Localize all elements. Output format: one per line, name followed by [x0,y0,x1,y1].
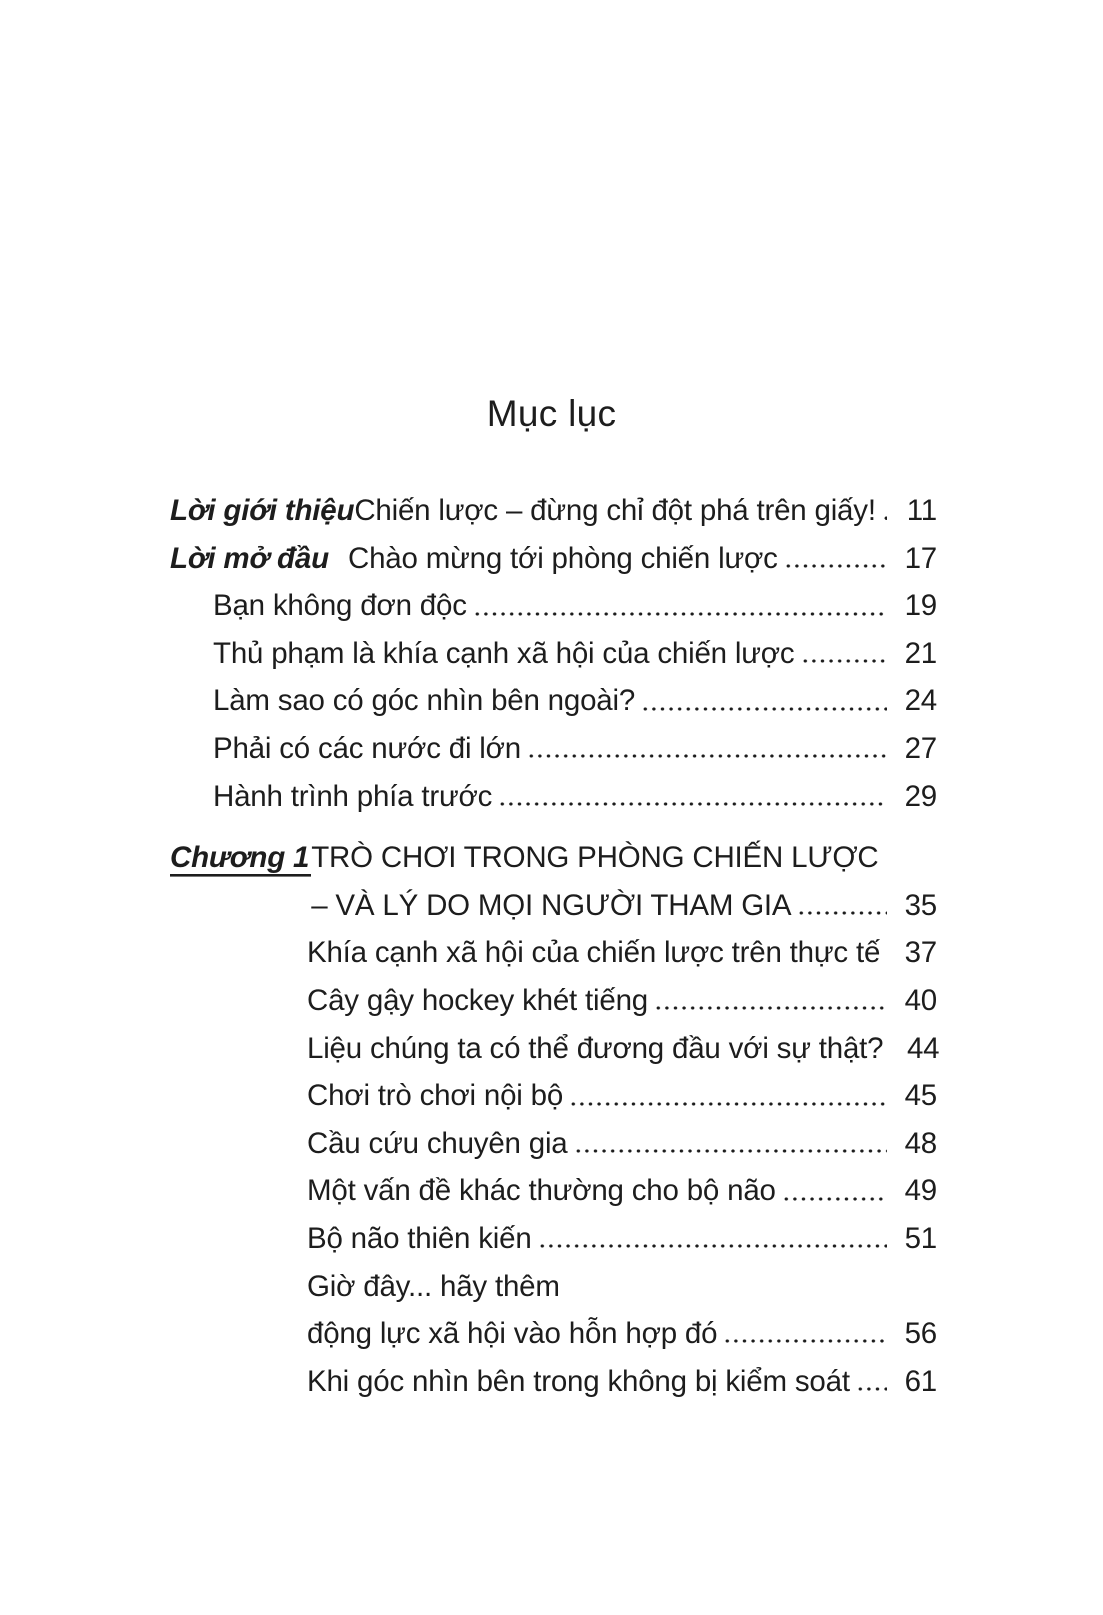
toc-entry-page: 51 [904,1221,937,1255]
toc-entry-page: 11 [906,494,937,527]
leader-dots [801,630,888,678]
toc-entry-page: 29 [904,779,937,813]
toc-entry-page: 56 [904,1317,937,1351]
toc-list [170,487,940,1405]
toc-entry-line [354,487,937,535]
toc-entry [170,834,937,929]
toc-entry-line [213,725,937,773]
toc-entry-label: Chương 1 [170,834,311,882]
toc-entry-text: Chơi trò chơi nội bộ [307,1079,564,1113]
toc-entry-body [348,535,937,583]
toc-entry-text: Thủ phạm là khía cạnh xã hội của chiến lược [213,636,795,670]
toc-entry-line [348,535,937,583]
toc-entry-line [213,582,937,630]
leader-dots [569,1072,887,1120]
leader-dots [498,773,887,821]
toc-entry-line [307,1263,937,1311]
toc-entry-body [307,1120,937,1168]
toc-entry-body [307,1072,937,1120]
leader-dots [723,1310,887,1358]
toc-entry-body [213,582,937,630]
toc-entry-body [311,834,937,929]
toc-entry-page: 61 [904,1364,937,1398]
toc-entry-text: Cầu cứu chuyên gia [307,1126,568,1160]
leader-dots [882,487,887,535]
toc-entry-body [213,630,937,678]
toc-entry-text: Liệu chúng ta có thể đương đầu với sự thật? [307,1031,884,1065]
toc-entry-line [307,1072,937,1120]
toc-entry [170,977,937,1025]
toc-entry-text: Bạn không đơn độc [213,589,467,623]
toc-entry [170,1072,937,1120]
toc-entry-page: 40 [904,983,937,1017]
toc-entry-body [213,677,937,725]
toc-entry-page: 19 [904,589,937,623]
leader-dots [473,582,887,630]
leader-dots [641,677,887,725]
leader-dots [782,1167,887,1215]
toc-entry-line [307,1025,940,1073]
toc-entry-text: động lực xã hội vào hỗn hợp đó [307,1317,718,1351]
page-title: Mục lục [486,393,617,434]
toc-entry-line [311,834,937,882]
toc-entry [170,1025,940,1073]
toc-entry-line [307,1358,937,1406]
toc-entry-text: Giờ đây... hãy thêm [307,1269,560,1303]
toc-entry-page: 27 [904,731,937,765]
toc-entry [170,725,937,773]
toc-entry-body [307,1263,937,1358]
toc-entry-text: Cây gậy hockey khét tiếng [307,983,649,1017]
toc-entry-body [307,1358,937,1406]
leader-dots [784,535,887,583]
leader-dots [527,725,887,773]
leader-dots [886,929,887,977]
toc-entry-line [307,977,937,1025]
toc-entry-line [307,1120,937,1168]
toc-entry-page: 17 [904,541,937,575]
toc-entry-label: Lời mở đầu [170,541,329,575]
toc-entry-page: 44 [906,1031,940,1065]
leader-dots [797,882,887,930]
toc-entry-page: 45 [904,1079,937,1113]
toc-entry [170,1215,937,1263]
toc-entry [170,677,937,725]
toc-entry-text: – VÀ LÝ DO MỌI NGƯỜI THAM GIA [311,888,792,922]
toc-entry [170,630,937,678]
toc-entry-line [213,773,937,821]
toc-entry-text: TRÒ CHƠI TRONG PHÒNG CHIẾN LƯỢC [311,841,879,875]
toc-entry [170,535,937,583]
toc-entry-page: 48 [904,1126,937,1160]
toc-entry-text: Làm sao có góc nhìn bên ngoài? [213,684,636,718]
toc-entry-line [213,677,937,725]
toc-entry-body [307,1025,940,1073]
toc-entry-page: 35 [904,888,937,922]
toc-entry [170,582,937,630]
toc-entry-text: Phải có các nước đi lớn [213,731,522,765]
toc-entry-text: Khía cạnh xã hội của chiến lược trên thực tế [307,936,881,970]
toc-entry-label-slot [170,487,354,535]
toc-entry-text: Hành trình phía trước [213,779,493,813]
toc-entry [170,929,937,977]
toc-entry-body [213,725,937,773]
toc-entry-page: 37 [904,936,937,970]
toc-entry [170,773,937,821]
toc-entry-body [354,487,937,535]
toc-entry-body [307,1167,937,1215]
toc-entry-text: Khi góc nhìn bên trong không bị kiểm soát [307,1364,850,1398]
toc-entry-label: Lời giới thiệu [170,494,355,527]
toc-entry-page: 24 [904,684,937,718]
toc-entry [170,1263,937,1358]
toc-entry-page: 49 [904,1174,937,1208]
toc-entry-text: Chiến lược – đừng chỉ đột phá trên giấy! [354,494,876,527]
leader-dots [654,977,887,1025]
toc-entry-label-slot [170,535,348,583]
toc-entry-text: Chào mừng tới phòng chiến lược [348,541,778,575]
toc-entry [170,1120,937,1168]
toc-entry-label-slot [170,834,311,882]
toc-entry [170,487,937,535]
leader-dots [538,1215,887,1263]
toc-entry-line [307,929,937,977]
toc-entry-body [307,1215,937,1263]
toc-entry-line [307,1167,937,1215]
toc-entry-body [307,929,937,977]
toc-entry [170,1167,937,1215]
leader-dots [574,1120,887,1168]
toc-entry-line [311,882,937,930]
leader-dots [856,1358,887,1406]
toc-entry-text: Một vấn đề khác thường cho bộ não [307,1174,776,1208]
toc-entry-body [213,773,937,821]
toc-entry [170,1358,937,1406]
toc-entry-line [307,1215,937,1263]
toc-entry-body [307,977,937,1025]
toc-entry-text: Bộ não thiên kiến [307,1221,532,1255]
toc-entry-page: 21 [904,636,937,670]
toc-entry-line [213,630,937,678]
toc-entry-line [307,1310,937,1358]
